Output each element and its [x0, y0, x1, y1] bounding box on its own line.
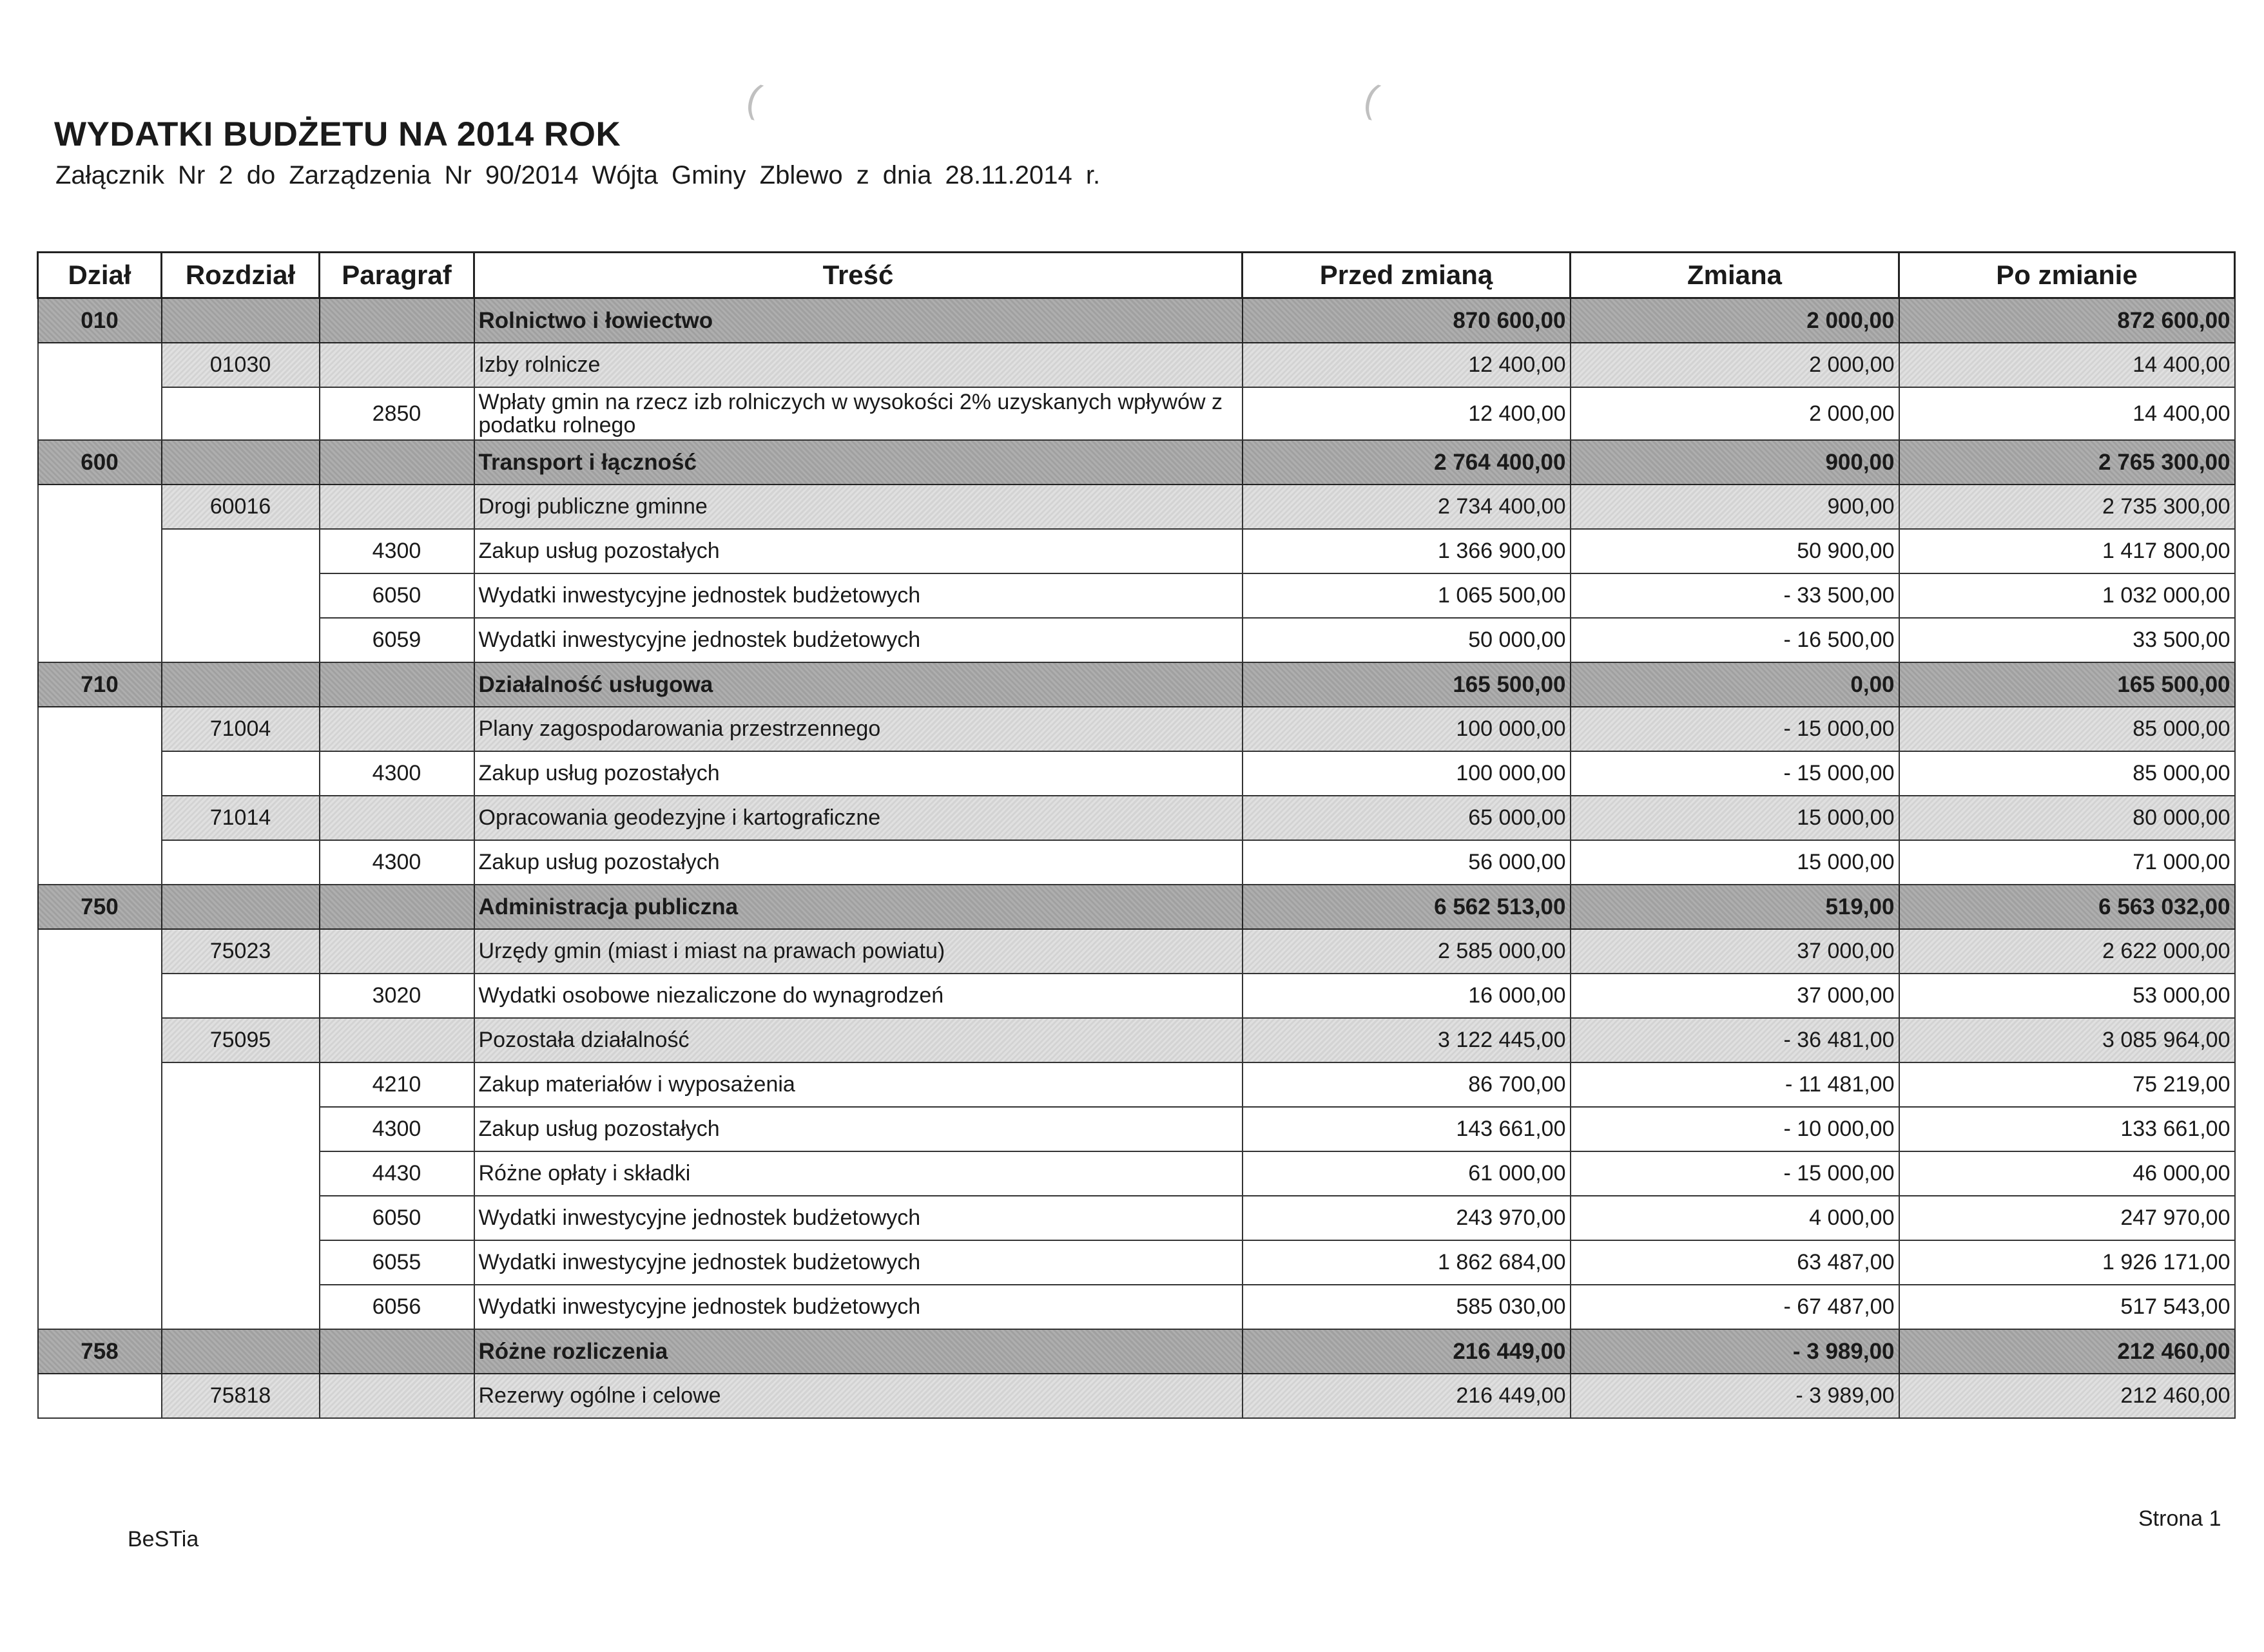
- cell-dzial: [38, 707, 162, 751]
- cell-zmiana: 4 000,00: [1571, 1196, 1899, 1240]
- cell-paragraf: [320, 796, 474, 840]
- cell-rozdzial: [162, 1285, 320, 1329]
- cell-po-zmianie: 14 400,00: [1899, 343, 2235, 387]
- cell-po-zmianie: 2 622 000,00: [1899, 929, 2235, 974]
- cell-zmiana: 2 000,00: [1571, 343, 1899, 387]
- cell-zmiana: 15 000,00: [1571, 796, 1899, 840]
- cell-przed-zmiana: 1 065 500,00: [1243, 573, 1571, 618]
- table-row: [38, 885, 2235, 929]
- cell-rozdzial: [162, 1062, 320, 1107]
- cell-po-zmianie: 212 460,00: [1899, 1374, 2235, 1418]
- cell-dzial: [38, 1240, 162, 1285]
- table-row: [38, 529, 2235, 573]
- col-header-rozdzial: Rozdział: [162, 253, 320, 298]
- cell-zmiana: 519,00: [1571, 885, 1899, 929]
- footer-software-name: BeSTia: [128, 1527, 199, 1551]
- scan-mark: (: [1359, 75, 1384, 121]
- table-header-row: [38, 253, 2235, 298]
- cell-zmiana: - 67 487,00: [1571, 1285, 1899, 1329]
- cell-paragraf: 4300: [320, 529, 474, 573]
- cell-tresc: Drogi publiczne gminne: [474, 485, 1243, 529]
- cell-rozdzial: [162, 974, 320, 1018]
- cell-zmiana: - 15 000,00: [1571, 1151, 1899, 1196]
- cell-zmiana: 15 000,00: [1571, 840, 1899, 885]
- cell-zmiana: 37 000,00: [1571, 929, 1899, 974]
- cell-paragraf: [320, 485, 474, 529]
- cell-paragraf: [320, 707, 474, 751]
- cell-paragraf: 2850: [320, 387, 474, 440]
- cell-paragraf: [320, 662, 474, 707]
- cell-dzial: [38, 840, 162, 885]
- cell-paragraf: [320, 885, 474, 929]
- cell-zmiana: - 11 481,00: [1571, 1062, 1899, 1107]
- cell-zmiana: 900,00: [1571, 440, 1899, 485]
- cell-tresc: Wpłaty gmin na rzecz izb rolniczych w wysokości 2% uzyskanych wpływów z podatku rolnego: [474, 387, 1243, 440]
- cell-rozdzial: [162, 1151, 320, 1196]
- cell-tresc: Wydatki inwestycyjne jednostek budżetowych: [474, 618, 1243, 662]
- cell-zmiana: - 15 000,00: [1571, 751, 1899, 796]
- cell-po-zmianie: 517 543,00: [1899, 1285, 2235, 1329]
- table-row: [38, 929, 2235, 974]
- cell-zmiana: 2 000,00: [1571, 387, 1899, 440]
- table-row: [38, 974, 2235, 1018]
- cell-przed-zmiana: 56 000,00: [1243, 840, 1571, 885]
- col-header-dzial: Dział: [38, 253, 162, 298]
- cell-po-zmianie: 85 000,00: [1899, 707, 2235, 751]
- cell-zmiana: - 36 481,00: [1571, 1018, 1899, 1062]
- table-row: [38, 1285, 2235, 1329]
- cell-przed-zmiana: 1 862 684,00: [1243, 1240, 1571, 1285]
- cell-przed-zmiana: 6 562 513,00: [1243, 885, 1571, 929]
- table-row: [38, 1329, 2235, 1374]
- cell-rozdzial: [162, 618, 320, 662]
- cell-przed-zmiana: 100 000,00: [1243, 751, 1571, 796]
- cell-zmiana: - 33 500,00: [1571, 573, 1899, 618]
- cell-paragraf: 4300: [320, 1107, 474, 1151]
- table-row: [38, 1062, 2235, 1107]
- cell-przed-zmiana: 86 700,00: [1243, 1062, 1571, 1107]
- cell-paragraf: [320, 343, 474, 387]
- cell-dzial: [38, 974, 162, 1018]
- cell-rozdzial: [162, 1196, 320, 1240]
- cell-tresc: Zakup materiałów i wyposażenia: [474, 1062, 1243, 1107]
- cell-po-zmianie: 165 500,00: [1899, 662, 2235, 707]
- cell-paragraf: [320, 929, 474, 974]
- cell-rozdzial: [162, 885, 320, 929]
- table-row: [38, 387, 2235, 440]
- cell-dzial: [38, 618, 162, 662]
- cell-dzial: [38, 1374, 162, 1418]
- table-row: [38, 796, 2235, 840]
- cell-dzial: [38, 929, 162, 974]
- cell-po-zmianie: 247 970,00: [1899, 1196, 2235, 1240]
- cell-paragraf: 6050: [320, 1196, 474, 1240]
- cell-po-zmianie: 2 765 300,00: [1899, 440, 2235, 485]
- cell-tresc: Pozostała działalność: [474, 1018, 1243, 1062]
- table-row: [38, 1240, 2235, 1285]
- cell-po-zmianie: 133 661,00: [1899, 1107, 2235, 1151]
- cell-zmiana: - 15 000,00: [1571, 707, 1899, 751]
- cell-tresc: Różne rozliczenia: [474, 1329, 1243, 1374]
- cell-przed-zmiana: 12 400,00: [1243, 343, 1571, 387]
- cell-paragraf: 4300: [320, 751, 474, 796]
- cell-dzial: [38, 1285, 162, 1329]
- cell-dzial: 010: [38, 298, 162, 343]
- table-row: [38, 840, 2235, 885]
- table-row: [38, 1018, 2235, 1062]
- cell-dzial: [38, 1196, 162, 1240]
- cell-rozdzial: [162, 440, 320, 485]
- cell-paragraf: 6056: [320, 1285, 474, 1329]
- table-row: [38, 751, 2235, 796]
- cell-przed-zmiana: 65 000,00: [1243, 796, 1571, 840]
- cell-dzial: [38, 1151, 162, 1196]
- cell-rozdzial: [162, 1329, 320, 1374]
- cell-dzial: [38, 1062, 162, 1107]
- cell-przed-zmiana: 585 030,00: [1243, 1285, 1571, 1329]
- col-header-zmiana: Zmiana: [1571, 253, 1899, 298]
- table-row: [38, 1151, 2235, 1196]
- cell-dzial: [38, 1018, 162, 1062]
- cell-paragraf: 3020: [320, 974, 474, 1018]
- cell-po-zmianie: 1 417 800,00: [1899, 529, 2235, 573]
- cell-paragraf: [320, 298, 474, 343]
- cell-tresc: Zakup usług pozostałych: [474, 751, 1243, 796]
- cell-przed-zmiana: 1 366 900,00: [1243, 529, 1571, 573]
- cell-paragraf: [320, 440, 474, 485]
- cell-zmiana: 0,00: [1571, 662, 1899, 707]
- cell-tresc: Urzędy gmin (miast i miast na prawach powiatu): [474, 929, 1243, 974]
- cell-dzial: 710: [38, 662, 162, 707]
- table-row: [38, 707, 2235, 751]
- cell-po-zmianie: 2 735 300,00: [1899, 485, 2235, 529]
- cell-dzial: [38, 796, 162, 840]
- col-header-tresc: Treść: [474, 253, 1243, 298]
- cell-tresc: Opracowania geodezyjne i kartograficzne: [474, 796, 1243, 840]
- page-title: WYDATKI BUDŻETU NA 2014 ROK: [54, 115, 621, 153]
- cell-tresc: Wydatki inwestycyjne jednostek budżetowych: [474, 1285, 1243, 1329]
- cell-tresc: Zakup usług pozostałych: [474, 840, 1243, 885]
- cell-dzial: [38, 573, 162, 618]
- cell-paragraf: 4210: [320, 1062, 474, 1107]
- cell-rozdzial: 75023: [162, 929, 320, 974]
- cell-tresc: Wydatki inwestycyjne jednostek budżetowych: [474, 1196, 1243, 1240]
- cell-dzial: [38, 751, 162, 796]
- cell-tresc: Rezerwy ogólne i celowe: [474, 1374, 1243, 1418]
- col-header-po-zmianie: Po zmianie: [1899, 253, 2235, 298]
- cell-tresc: Rolnictwo i łowiectwo: [474, 298, 1243, 343]
- cell-rozdzial: 71014: [162, 796, 320, 840]
- cell-paragraf: 6059: [320, 618, 474, 662]
- table-row: [38, 485, 2235, 529]
- cell-przed-zmiana: 165 500,00: [1243, 662, 1571, 707]
- budget-table: [37, 251, 2236, 1419]
- cell-paragraf: 6055: [320, 1240, 474, 1285]
- cell-rozdzial: [162, 1107, 320, 1151]
- cell-po-zmianie: 71 000,00: [1899, 840, 2235, 885]
- table-row: [38, 1107, 2235, 1151]
- cell-po-zmianie: 33 500,00: [1899, 618, 2235, 662]
- cell-paragraf: [320, 1018, 474, 1062]
- cell-tresc: Zakup usług pozostałych: [474, 1107, 1243, 1151]
- cell-tresc: Różne opłaty i składki: [474, 1151, 1243, 1196]
- cell-dzial: 750: [38, 885, 162, 929]
- table-row: [38, 618, 2235, 662]
- cell-tresc: Działalność usługowa: [474, 662, 1243, 707]
- cell-tresc: Zakup usług pozostałych: [474, 529, 1243, 573]
- cell-po-zmianie: 80 000,00: [1899, 796, 2235, 840]
- cell-rozdzial: [162, 387, 320, 440]
- cell-przed-zmiana: 243 970,00: [1243, 1196, 1571, 1240]
- cell-przed-zmiana: 2 734 400,00: [1243, 485, 1571, 529]
- cell-tresc: Wydatki osobowe niezaliczone do wynagrodzeń: [474, 974, 1243, 1018]
- cell-przed-zmiana: 3 122 445,00: [1243, 1018, 1571, 1062]
- cell-po-zmianie: 46 000,00: [1899, 1151, 2235, 1196]
- cell-przed-zmiana: 2 764 400,00: [1243, 440, 1571, 485]
- cell-zmiana: 2 000,00: [1571, 298, 1899, 343]
- cell-zmiana: 50 900,00: [1571, 529, 1899, 573]
- cell-po-zmianie: 53 000,00: [1899, 974, 2235, 1018]
- cell-dzial: [38, 343, 162, 387]
- cell-zmiana: 63 487,00: [1571, 1240, 1899, 1285]
- cell-po-zmianie: 872 600,00: [1899, 298, 2235, 343]
- cell-paragraf: [320, 1329, 474, 1374]
- scan-mark: (: [742, 75, 766, 121]
- cell-przed-zmiana: 2 585 000,00: [1243, 929, 1571, 974]
- cell-dzial: 600: [38, 440, 162, 485]
- cell-tresc: Administracja publiczna: [474, 885, 1243, 929]
- cell-paragraf: 4300: [320, 840, 474, 885]
- cell-rozdzial: [162, 529, 320, 573]
- cell-rozdzial: 60016: [162, 485, 320, 529]
- cell-paragraf: 6050: [320, 573, 474, 618]
- table-row: [38, 298, 2235, 343]
- cell-przed-zmiana: 61 000,00: [1243, 1151, 1571, 1196]
- table-row: [38, 343, 2235, 387]
- table-row: [38, 1196, 2235, 1240]
- cell-po-zmianie: 6 563 032,00: [1899, 885, 2235, 929]
- cell-tresc: Transport i łączność: [474, 440, 1243, 485]
- cell-przed-zmiana: 216 449,00: [1243, 1329, 1571, 1374]
- cell-rozdzial: 71004: [162, 707, 320, 751]
- cell-przed-zmiana: 50 000,00: [1243, 618, 1571, 662]
- cell-rozdzial: [162, 751, 320, 796]
- cell-rozdzial: 75095: [162, 1018, 320, 1062]
- cell-po-zmianie: 14 400,00: [1899, 387, 2235, 440]
- cell-po-zmianie: 1 926 171,00: [1899, 1240, 2235, 1285]
- cell-po-zmianie: 85 000,00: [1899, 751, 2235, 796]
- cell-dzial: [38, 1107, 162, 1151]
- cell-po-zmianie: 1 032 000,00: [1899, 573, 2235, 618]
- footer-page-number: Strona 1: [2138, 1506, 2221, 1531]
- cell-przed-zmiana: 870 600,00: [1243, 298, 1571, 343]
- page-subtitle: Załącznik Nr 2 do Zarządzenia Nr 90/2014 Wójta Gminy Zblewo z dnia 28.11.2014 r.: [55, 161, 1101, 189]
- cell-zmiana: 37 000,00: [1571, 974, 1899, 1018]
- cell-przed-zmiana: 100 000,00: [1243, 707, 1571, 751]
- cell-rozdzial: [162, 298, 320, 343]
- cell-przed-zmiana: 16 000,00: [1243, 974, 1571, 1018]
- cell-tresc: Wydatki inwestycyjne jednostek budżetowych: [474, 1240, 1243, 1285]
- cell-rozdzial: 75818: [162, 1374, 320, 1418]
- cell-po-zmianie: 75 219,00: [1899, 1062, 2235, 1107]
- cell-zmiana: 900,00: [1571, 485, 1899, 529]
- cell-dzial: [38, 387, 162, 440]
- table-row: [38, 440, 2235, 485]
- cell-rozdzial: [162, 840, 320, 885]
- cell-zmiana: - 3 989,00: [1571, 1374, 1899, 1418]
- cell-rozdzial: [162, 1240, 320, 1285]
- col-header-przed-zmiana: Przed zmianą: [1243, 253, 1571, 298]
- cell-zmiana: - 16 500,00: [1571, 618, 1899, 662]
- cell-po-zmianie: 212 460,00: [1899, 1329, 2235, 1374]
- table-body: [38, 298, 2235, 1419]
- cell-dzial: [38, 529, 162, 573]
- cell-rozdzial: [162, 662, 320, 707]
- cell-przed-zmiana: 12 400,00: [1243, 387, 1571, 440]
- cell-po-zmianie: 3 085 964,00: [1899, 1018, 2235, 1062]
- cell-rozdzial: [162, 573, 320, 618]
- cell-tresc: Izby rolnicze: [474, 343, 1243, 387]
- cell-dzial: 758: [38, 1329, 162, 1374]
- table-row: [38, 662, 2235, 707]
- table-row: [38, 1374, 2235, 1418]
- cell-tresc: Plany zagospodarowania przestrzennego: [474, 707, 1243, 751]
- col-header-paragraf: Paragraf: [320, 253, 474, 298]
- cell-zmiana: - 10 000,00: [1571, 1107, 1899, 1151]
- cell-rozdzial: 01030: [162, 343, 320, 387]
- cell-paragraf: [320, 1374, 474, 1418]
- cell-dzial: [38, 485, 162, 529]
- cell-przed-zmiana: 216 449,00: [1243, 1374, 1571, 1418]
- cell-tresc: Wydatki inwestycyjne jednostek budżetowych: [474, 573, 1243, 618]
- cell-zmiana: - 3 989,00: [1571, 1329, 1899, 1374]
- cell-paragraf: 4430: [320, 1151, 474, 1196]
- table-row: [38, 573, 2235, 618]
- cell-przed-zmiana: 143 661,00: [1243, 1107, 1571, 1151]
